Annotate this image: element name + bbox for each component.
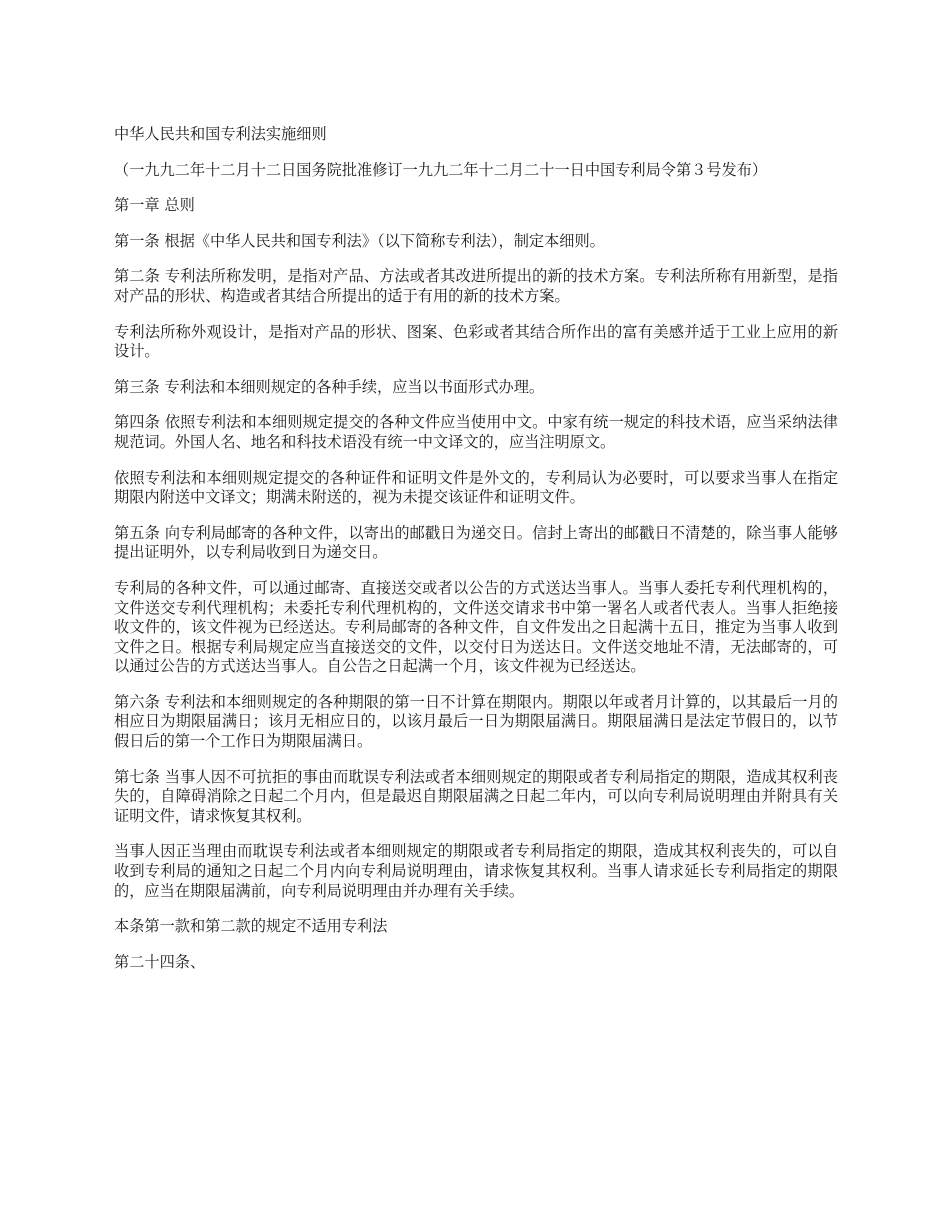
document-title: 中华人民共和国专利法实施细则 — [114, 125, 327, 143]
article-2: 第二条 专利法所称发明，是指对产品、方法或者其改进所提出的新的技术方案。专利法所称有用新型，是指对产品的形状、构造或者其结合所提出的适于有用的新的技术方案。 — [114, 267, 838, 305]
article-7: 第七条 当事人因不可抗拒的事由而耽误专利法或者本细则规定的期限或者专利局指定的期限，造成其权利丧失的，自障碍消除之日起二个月内，但是最迟自期限届满之日起二年内，可以向专利局说明理由并附具有关证明文件，请求恢复其权利。 — [114, 767, 838, 825]
article-4-para-2: 依照专利法和本细则规定提交的各种证件和证明文件是外文的，专利局认为必要时，可以要求当事人在指定期限内附送中文译文；期满未附送的，视为未提交该证件和证明文件。 — [114, 468, 838, 507]
article-7-para-2: 当事人因正当理由而耽误专利法或者本细则规定的期限或者专利局指定的期限，造成其权利丧失的，可以自收到专利局的通知之日起二个月内向专利局说明理由，请求恢复其权利。当事人请求延长专利局指定的期限的，应当在期限届满前，向专利局说明理由并办理有关手续。 — [114, 842, 838, 900]
article-1: 第一条 根据《中华人民共和国专利法》（以下简称专利法），制定本细则。 — [114, 231, 605, 250]
document-subtitle: （一九九二年十二月十二日国务院批准修订一九九二年十二月二十一日中国专利局令第３号发布） — [114, 160, 768, 179]
article-7-para-3: 本条第一款和第二款的规定不适用专利法 — [114, 917, 388, 936]
article-4: 第四条 依照专利法和本细则规定提交的各种文件应当使用中文。中家有统一规定的科技术语，应当采纳法律规范词。外国人名、地名和科技术语没有统一中文译文的，应当注明原文。 — [114, 413, 838, 451]
article-5-para-2: 专利局的各种文件，可以通过邮寄、直接送交或者以公告的方式送达当事人。当事人委托专利代理机构的，文件送交专利代理机构；未委托专利代理机构的，文件送交请求书中第一署名人或者代表人。当事人拒绝接收文件的，该文件视为已经送达。专利局邮寄的各种文件，自文件发出之日起满十五日，推定为当事人收到文件之日。根据专利局规定应当直接送交的文件，以交付日为送达日。文件送交地址不清，无法邮寄的，可以通过公告的方式送达当事人。自公告之日起满一个月，该文件视为已经送达。 — [114, 578, 838, 676]
chapter-heading: 第一章 总则 — [114, 196, 195, 215]
article-6: 第六条 专利法和本细则规定的各种期限的第一日不计算在期限内。期限以年或者月计算的，以其最后一月的相应日为期限届满日；该月无相应日的，以该月最后一日为期限届满日。期限届满日是法定节假日的，以节假日后的第一个工作日为期限届满日。 — [114, 692, 838, 751]
article-reference: 第二十四条、 — [114, 952, 206, 971]
document-body — [114, 125, 838, 988]
article-5: 第五条 向专利局邮寄的各种文件，以寄出的邮戳日为递交日。信封上寄出的邮戳日不清楚的，除当事人能够提出证明外，以专利局收到日为递交日。 — [114, 523, 838, 562]
article-3: 第三条 专利法和本细则规定的各种手续，应当以书面形式办理。 — [114, 377, 545, 396]
article-2-para-2: 专利法所称外观设计，是指对产品的形状、图案、色彩或者其结合所作出的富有美感并适于工业上应用的新设计。 — [114, 322, 838, 361]
